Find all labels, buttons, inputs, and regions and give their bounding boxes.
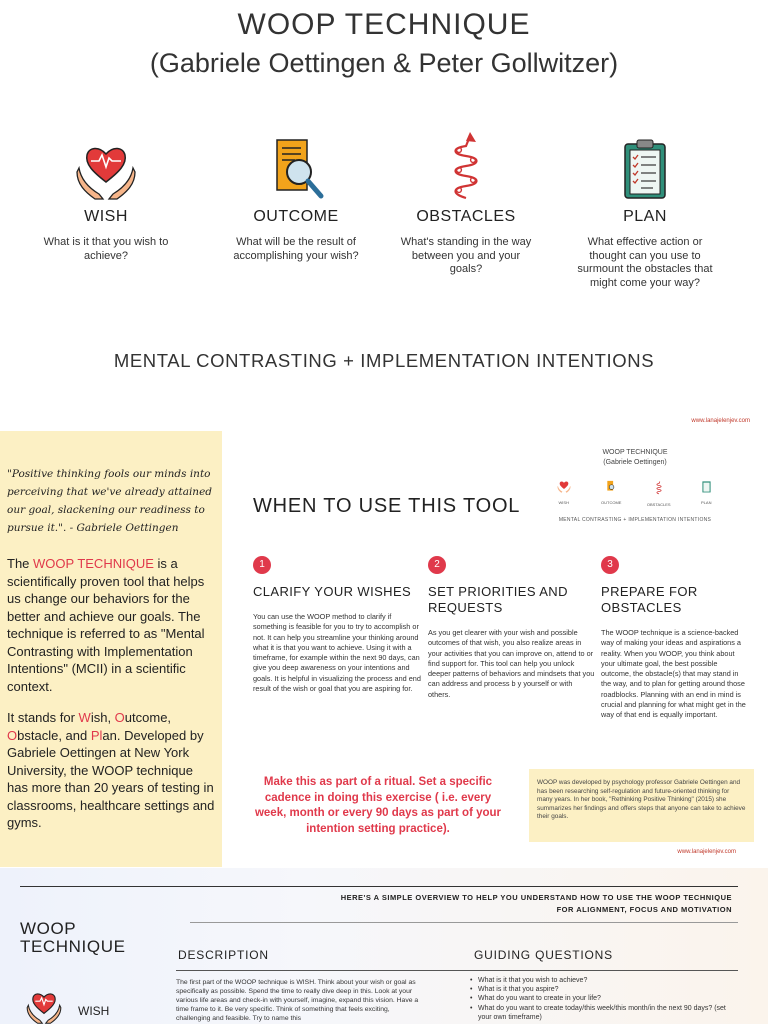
card-body: You can use the WOOP method to clarify if something is feasible for you to try to accomplish or not. It can help you streamline your thinking around what it is that you want to achieve. Using it with a timeframe, for example within the next 90 days, can give you deep awareness on your intentions and goals. It is helpful in visualizing the process and end result of the wish or goal that you are aspiring for. bbox=[253, 612, 421, 694]
step-label: OBSTACLES bbox=[416, 208, 516, 225]
step-number-badge: 1 bbox=[253, 556, 271, 574]
woop-technique-label: WOOP TECHNIQUE bbox=[20, 919, 126, 956]
woop-table-section bbox=[0, 868, 768, 1024]
mini-woop-thumbnail: WOOP TECHNIQUE (Gabriele Oettingen) WISH OUTCOME OBSTACLES PLAN MENTAL CONTRASTING + IMPLEMENTATION INTENTIONS bbox=[540, 448, 730, 548]
mental-contrasting-heading: MENTAL CONTRASTING + IMPLEMENTATION INTENTIONS bbox=[113, 350, 655, 371]
list-item: • What do you want to create in your life? bbox=[470, 994, 740, 1003]
divider bbox=[190, 922, 738, 923]
oettingen-quote: "Positive thinking fools our minds into perceiving that we've already attained our goal, slackening our readiness to pursue it.". - Gabriele Oettingen bbox=[7, 468, 213, 534]
intro-paragraph: The WOOP TECHNIQUE is a scientifically proven tool that helps us change our behaviors for the better and achieve our goals. The technique is referred to as "Mental Contrasting with Implementation Intentions" (MCII) in a scientific context. bbox=[7, 556, 205, 694]
clipboard-checklist-icon bbox=[570, 138, 720, 200]
card-body: The WOOP technique is a science-backed way of making your ideas and aspirations a reality. When you WOOP, you think about your ultimate goal, the best possible outcome, the obstacle(s) that may stand in the way, and to plan for getting around those roadblocks. Planning with an end in mind is crucial and planning for what might get in the way of that end is equally important. bbox=[601, 628, 746, 720]
page-title: WOOP TECHNIQUE bbox=[237, 8, 531, 41]
heart-hands-icon bbox=[31, 138, 181, 200]
woop-highlight: WOOP TECHNIQUE bbox=[33, 556, 154, 571]
list-item: • What is it that you wish to achieve? bbox=[470, 976, 740, 985]
card-prepare-obstacles bbox=[601, 556, 749, 721]
card-clarify-wishes bbox=[253, 556, 421, 694]
acronym-paragraph: It stands for Wish, Outcome, Obstacle, and Plan. Developed by Gabriele Oettingen at New York University, the WOOP technique has more than 20 years of testing in classrooms, healthcare settings and gyms. bbox=[7, 710, 215, 830]
card-title: SET PRIORITIES AND REQUESTS bbox=[428, 584, 568, 615]
website-url[interactable]: www.lanajelenjev.com bbox=[691, 418, 750, 424]
step-number-badge: 3 bbox=[601, 556, 619, 574]
column-header-description: DESCRIPTION bbox=[178, 948, 269, 962]
divider bbox=[176, 970, 738, 971]
step-question: What effective action or thought can you use to surmount the obstacles that might come your way? bbox=[577, 236, 713, 289]
step-number-badge: 2 bbox=[428, 556, 446, 574]
step-label: WISH bbox=[84, 208, 128, 225]
mini-obstacles: OBSTACLES bbox=[637, 480, 681, 507]
wish-description: The first part of the WOOP technique is WISH. Think about your wish or goal as specifically as possible. Spend the time to really dive deep in this. Look at your various life areas and check-in with yourself, imagine, expand this vision. Have a time frame to it. Be very specific. Think of something that feels exciting, challenging and feasible. Try to name this bbox=[176, 979, 419, 1023]
step-obstacles bbox=[391, 138, 541, 277]
wish-row-label: WISH bbox=[78, 1004, 110, 1018]
list-item: • What is it that you aspire? bbox=[470, 985, 740, 994]
step-plan bbox=[570, 138, 720, 290]
divider bbox=[20, 886, 738, 887]
step-label: OUTCOME bbox=[253, 208, 339, 225]
column-header-guiding-questions: GUIDING QUESTIONS bbox=[474, 948, 613, 962]
list-item: • What do you want to create today/this week/this month/in the next 90 days? (set your own timeframe) bbox=[470, 1004, 740, 1022]
card-title: CLARIFY YOUR WISHES bbox=[253, 584, 412, 599]
step-question: What will be the result of accomplishing your wish? bbox=[233, 236, 359, 262]
intro-panel bbox=[0, 431, 222, 867]
page-subtitle: (Gabriele Oettingen & Peter Gollwitzer) bbox=[149, 48, 619, 78]
document-magnifier-icon bbox=[221, 138, 371, 200]
website-url-bottom[interactable]: www.lanajelenjev.com bbox=[677, 849, 736, 855]
step-question: What's standing in the way between you and your goals? bbox=[400, 236, 532, 275]
step-wish bbox=[31, 138, 181, 263]
card-body: As you get clearer with your wish and possible outcomes of that wish, you also realize areas in your activities that you can improve on, attend to or find support for. This tool can help you unlock deeper patterns of behaviors and mindsets that you can address and process b y yourself or with others. bbox=[428, 628, 595, 699]
card-set-priorities bbox=[428, 556, 596, 700]
mini-outcome: OUTCOME bbox=[589, 480, 633, 507]
mini-wish: WISH bbox=[542, 480, 586, 507]
mini-plan: PLAN bbox=[684, 480, 728, 507]
step-outcome bbox=[221, 138, 371, 263]
winding-arrow-icon bbox=[391, 138, 541, 200]
woop-overview-section bbox=[0, 0, 768, 400]
when-to-use-title: WHEN TO USE THIS TOOL bbox=[253, 495, 521, 517]
overview-intro: HERE'S A SIMPLE OVERVIEW TO HELP YOU UNDERSTAND HOW TO USE THE WOOP TECHNIQUE FOR ALIGNMENT, FOCUS AND MOTIVATION bbox=[340, 893, 732, 914]
when-to-use-section bbox=[0, 412, 768, 867]
card-title: PREPARE FOR OBSTACLES bbox=[601, 584, 698, 615]
developed-by-note: WOOP was developed by psychology professor Gabriele Oettingen and has been researching self-regulation and future-oriented thinking for many years. In her book, "Rethinking Positive Thinking" (2015) she summarizes her findings and offers steps that anyone can take to achieve their goals. bbox=[529, 769, 754, 842]
guiding-questions-list bbox=[470, 976, 740, 1022]
step-question: What is it that you wish to achieve? bbox=[43, 236, 169, 262]
ritual-callout: Make this as part of a ritual. Set a specific cadence in doing this exercise ( i.e. every week, month or every 90 days as part of your intention setting practice). bbox=[254, 776, 502, 835]
step-label: PLAN bbox=[623, 208, 667, 225]
heart-hands-icon bbox=[26, 990, 62, 1024]
